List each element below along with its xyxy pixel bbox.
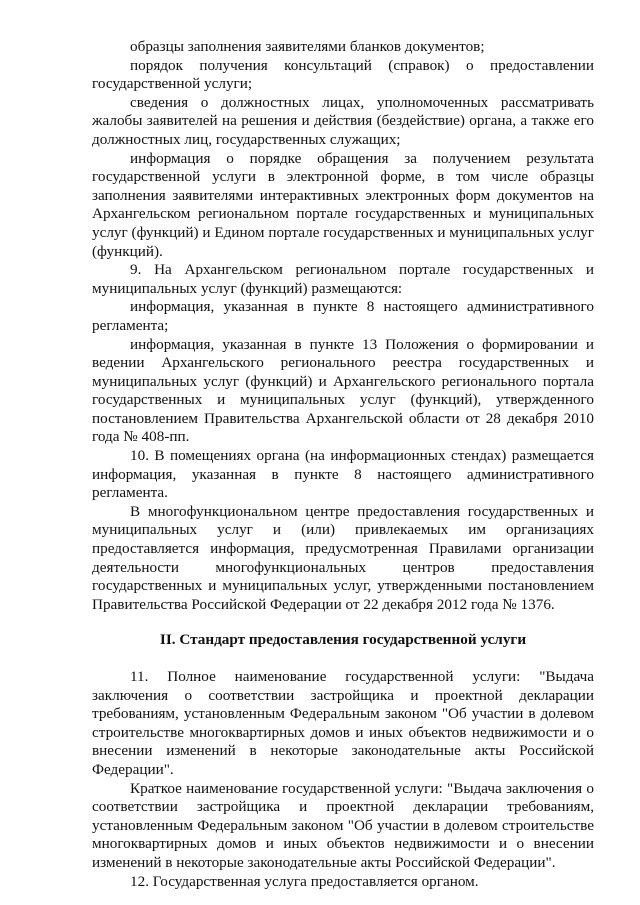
paragraph: порядок получения консультаций (справок) о предоставлении государственной услуги; <box>92 56 594 93</box>
paragraph: В многофункциональном центре предоставления государственных и муниципальных услуг и (или) привлекаемых им организациях предоставляется информация, предусмотренная Правилами организации деятельности многофункциональных центров предоставления государственных и муниципальных услуг, утвержденными постановлением Правительства Российской Федерации от 22 декабря 2012 года № 1376. <box>92 502 594 613</box>
paragraph: Краткое наименование государственной услуги: "Выдача заключения о соответствии застройщика и проектной декларации требованиям, установленным Федеральным законом "Об участии в долевом строительстве многоквартирных домов и иных объектов недвижимости и о внесении изменений в некоторые законодательные акты Российской Федерации". <box>92 779 594 871</box>
paragraph: информация, указанная в пункте 8 настоящего административного регламента; <box>92 298 594 334</box>
paragraph: сведения о должностных лицах, уполномоченных рассматривать жалобы заявителей на решения и действия (бездействие) органа, а также его должностных лиц, государственных служащих; <box>92 93 594 148</box>
paragraph: образцы заполнения заявителями бланков документов; <box>130 38 485 55</box>
section-heading: II. Стандарт предоставления государственной услуги <box>159 631 527 649</box>
document-page <box>92 38 594 891</box>
paragraph: 11. Полное наименование государственной услуги: "Выдача заключения о соответствии застройщика и проектной декларации требованиям, установленным Федеральным законом "Об участии в долевом строительстве многоквартирных домов и иных объектов недвижимости и о внесении изменений в некоторые законодательные акты Российской Федерации". <box>92 668 594 778</box>
paragraph: информация о порядке обращения за получением результата государственной услуги в электронной форме, в том числе образцы заполнения заявителями интерактивных электронных форм документов на Архангельском региональном портале государственных и муниципальных услуг (функций) и Едином портале государственных и муниципальных услуг (функций). <box>92 149 594 260</box>
paragraph: 10. В помещениях органа (на информационных стендах) размещается информация, указанная в пункте 8 настоящего административного регламента. <box>92 447 594 502</box>
paragraph: информация, указанная в пункте 13 Положения о формировании и ведении Архангельского регионального реестра государственных и муниципальных услуг (функций) и Архангельского регионального портала государственных и муниципальных услуг (функций), утвержденного постановлением Правительства Архангельской области от 28 декабря 2010 года № 408-пп. <box>92 335 594 446</box>
paragraph: 9. На Архангельском региональном портале государственных и муниципальных услуг (функций) размещаются: <box>92 261 594 297</box>
paragraph: 12. Государственная услуга предоставляется органом. <box>130 872 479 890</box>
